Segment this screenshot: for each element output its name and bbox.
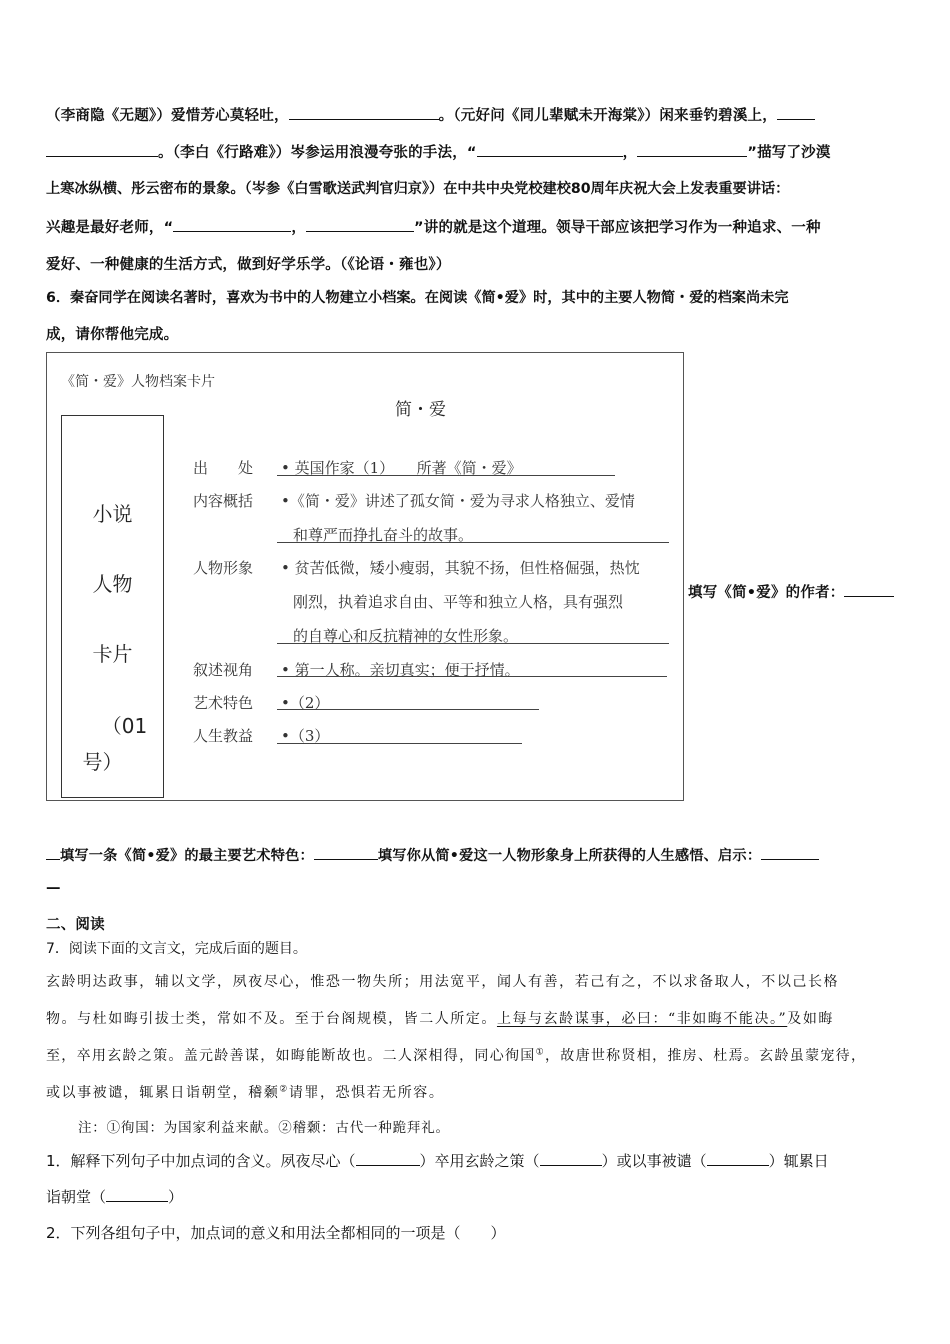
q5-line-1-text-a: （李商隐《无题》）爱惜芳心莫轻吐，	[46, 108, 289, 124]
side-label-line: 卡片	[92, 642, 133, 666]
row-label-image: 人物形象	[193, 559, 254, 577]
sub-question-1-line-2	[46, 1186, 183, 1207]
answer-blank[interactable]	[540, 1164, 602, 1166]
answer-blank[interactable]	[761, 858, 819, 860]
row-text-lesson: •（3）	[281, 727, 330, 745]
passage-text: 及如晦	[787, 1011, 834, 1027]
fill-author-prompt	[688, 581, 894, 602]
row-text-source: • 英国作家（1） 所著《简・爱》	[281, 459, 522, 477]
row-underline	[277, 643, 669, 644]
q5-line-5: 爱好、一种健康的生活方式，做到好学乐学。（《论语・雍也》）	[46, 257, 451, 273]
row-text-image: • 贫苦低微，矮小瘦弱，其貌不扬，但性格倔强，热忱	[281, 559, 640, 577]
passage-line-4	[46, 1082, 444, 1102]
footnote-marker: ①	[535, 1047, 545, 1058]
row-text-art: •（2）	[281, 694, 330, 712]
q5-line-2-text-a: 。（李白《行路难》）岑参运用浪漫夸张的手法，“	[158, 145, 477, 161]
row-underline	[277, 709, 539, 710]
q5-line-3: 上寒冰纵横、彤云密布的景象。（岑参《白雪歌送武判官归京》）在中共中央党校建校80周年庆祝大会上发表重要讲话：	[46, 181, 790, 197]
row-text-perspective: • 第一人称。亲切真实；便于抒情。	[281, 661, 520, 679]
sub1-text: 诣朝堂（	[46, 1188, 107, 1206]
answer-blank[interactable]	[289, 118, 439, 120]
row-label-summary: 内容概括	[193, 492, 254, 510]
answer-blank[interactable]	[173, 230, 291, 232]
passage-line-1: 玄龄明达政事，辅以文学，夙夜尽心，惟恐一物失所；用法宽平，闻人有善，若己有之，不以求备取人，不以己长格	[46, 974, 840, 990]
row-text-summary: 和尊严而挣扎奋斗的故事。	[293, 526, 474, 544]
answer-blank[interactable]	[46, 858, 60, 860]
passage-text: ，故唐世称贤相，推房、杜焉。玄龄虽蒙宠待，	[544, 1048, 867, 1064]
fill-features-line	[46, 845, 819, 865]
side-label-line: 号）	[82, 750, 123, 774]
fill-author-label: 填写《简•爱》的作者：	[688, 585, 845, 601]
q5-line-1-text-b: 。（元好问《同儿辈赋未开海棠》）闲来垂钓碧溪上，	[438, 108, 777, 124]
answer-blank[interactable]	[356, 1164, 420, 1166]
answer-blank[interactable]	[777, 118, 815, 120]
q6-prompt-line-1: 6．秦奋同学在阅读名著时，喜欢为书中的人物建立小档案。在阅读《简•爱》时，其中的主要人物简・爱的档案尚未完	[46, 290, 789, 306]
footnote-marker: ②	[279, 1084, 289, 1095]
side-label-line: 小说	[92, 502, 133, 526]
q5-line-2-text-c: ”描写了沙漠	[747, 145, 831, 161]
answer-blank[interactable]	[46, 155, 158, 157]
row-underline	[277, 475, 615, 476]
row-underline	[277, 743, 522, 744]
underlined-sentence: 上每与玄龄谋事，必曰：“非如晦不能决。”	[496, 1011, 788, 1027]
q5-line-4-text-b: ，	[291, 220, 307, 236]
row-text-image: 的自尊心和反抗精神的女性形象。	[293, 627, 519, 645]
q5-line-4-text-c: ”讲的就是这个道理。领导干部应该把学习作为一种追求、一种	[414, 220, 821, 236]
passage-text: 物。与杜如晦引拔士类，常如不及。至于台阁规模，皆二人所定。	[46, 1011, 497, 1027]
sub1-text: ）或以事被谴（	[601, 1152, 707, 1170]
character-profile-card	[46, 352, 684, 801]
passage-text: 请罪，恐惧若无所容。	[288, 1085, 445, 1101]
answer-blank[interactable]	[707, 1164, 769, 1166]
answer-blank[interactable]	[314, 858, 378, 860]
card-title: 简・爱	[395, 400, 446, 420]
card-caption: 《简・爱》人物档案卡片	[61, 374, 215, 390]
sub-question-1-line-1	[46, 1150, 829, 1171]
q7-prompt: 7．阅读下面的文言文，完成后面的题目。	[46, 941, 307, 957]
q5-line-2-text-b: ，	[622, 145, 638, 161]
row-label-source: 出 处	[193, 459, 254, 477]
sub1-text: ）辄累日	[768, 1152, 829, 1170]
row-text-image: 刚烈，执着追求自由、平等和独立人格，具有强烈	[293, 593, 624, 611]
side-label-line: （01	[101, 714, 148, 738]
row-label-perspective: 叙述视角	[193, 661, 254, 679]
sub1-text: ）卒用玄龄之策（	[419, 1152, 540, 1170]
passage-note: 注：①徇国：为国家利益来献。②稽颡：古代一种跪拜礼。	[78, 1120, 450, 1136]
side-label-line: 人物	[92, 572, 133, 596]
answer-blank[interactable]	[306, 230, 414, 232]
passage-line-3	[46, 1045, 866, 1065]
passage-text: 至，卒用玄龄之策。盖元龄善谋，如晦能断故也。二人深相得，同心徇国	[46, 1048, 536, 1064]
row-text-summary: •《简・爱》讲述了孤女简・爱为寻求人格独立、爱情	[281, 492, 635, 510]
passage-text: 或以事被谴，辄累日诣朝堂，稽颡	[46, 1085, 280, 1101]
row-underline	[277, 542, 669, 543]
passage-line-2	[46, 1008, 834, 1028]
q5-line-2	[46, 141, 831, 162]
q6-prompt-line-2: 成，请你帮他完成。	[46, 327, 179, 343]
q5-line-1	[46, 104, 815, 125]
row-label-lesson: 人生教益	[193, 727, 254, 745]
row-label-art: 艺术特色	[193, 694, 254, 712]
row-underline	[277, 676, 667, 677]
card-side-label-box	[61, 415, 164, 798]
answer-blank[interactable]	[637, 155, 747, 157]
q5-line-4	[46, 216, 821, 237]
answer-blank[interactable]	[106, 1200, 168, 1202]
q5-line-4-text-a: 兴趣是最好老师，“	[46, 220, 174, 236]
section-heading-reading: 二、阅读	[46, 917, 105, 933]
fill-insight-label: 填写你从简•爱这一人物形象身上所获得的人生感悟、启示：	[377, 848, 762, 864]
fill-art-feature-label: 填写一条《简•爱》的最主要艺术特色：	[60, 848, 314, 864]
sub1-text: 1．解释下列句子中加点词的含义。夙夜尽心（	[46, 1152, 356, 1170]
answer-blank[interactable]	[844, 595, 894, 597]
sub-question-2: 2．下列各组句子中，加点词的意义和用法全都相同的一项是（ ）	[46, 1224, 506, 1242]
trailing-dash: —	[46, 880, 61, 896]
answer-blank[interactable]	[477, 155, 623, 157]
sub1-text: ）	[168, 1188, 184, 1206]
